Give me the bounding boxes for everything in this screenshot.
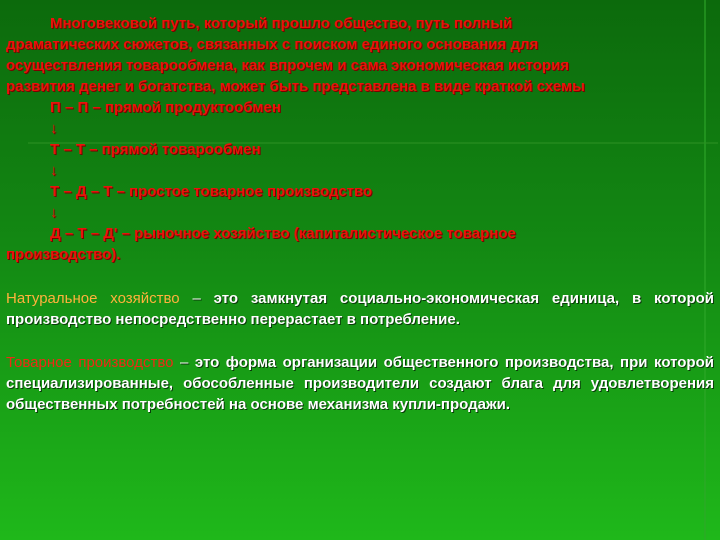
term-commodity-production: Товарное производство	[6, 354, 174, 371]
term-dash: –	[180, 354, 189, 371]
definition-text: это замкнутая социально-экономическая единица, в которой производство непосредственно перерастает в потребление.	[6, 290, 715, 328]
definition-commodity-production	[6, 352, 714, 415]
scheme-arrow: ↓	[50, 162, 58, 179]
scheme-line: Т – Т – прямой товарообмен	[50, 141, 261, 158]
scheme-line: П – П – прямой продуктообмен	[50, 99, 281, 116]
upper-text-block	[6, 13, 696, 265]
scheme-line: Д – Т – Д' – рыночное хозяйство (капиталистическое товарное	[50, 225, 516, 242]
intro-line: осуществления товарообмена, как впрочем и сама экономическая история	[6, 57, 570, 74]
definition-text: это форма организации общественного производства, при которой специализированные, обособленные производители создают блага для удовлетворения общественных потребностей на основе механизма купли-продажи.	[6, 354, 714, 413]
definitions-block	[6, 288, 714, 415]
decorative-vertical-line	[704, 0, 706, 540]
intro-line: Многовековой путь, который прошло общество, путь полный	[50, 15, 513, 32]
intro-line: развития денег и богатства, может быть представлена в виде краткой схемы	[6, 78, 585, 95]
scheme-line-tail: производство).	[6, 246, 121, 263]
term-dash: –	[192, 290, 201, 307]
scheme-arrow: ↓	[50, 204, 58, 221]
term-natural-economy: Натуральное хозяйство	[6, 290, 180, 307]
definition-natural-economy	[6, 288, 714, 330]
scheme-line: Т – Д – Т – простое товарное производство	[50, 183, 373, 200]
scheme-arrow: ↓	[50, 120, 58, 137]
paragraph-gap	[6, 330, 714, 352]
intro-line: драматических сюжетов, связанных с поиском единого основания для	[6, 36, 539, 53]
